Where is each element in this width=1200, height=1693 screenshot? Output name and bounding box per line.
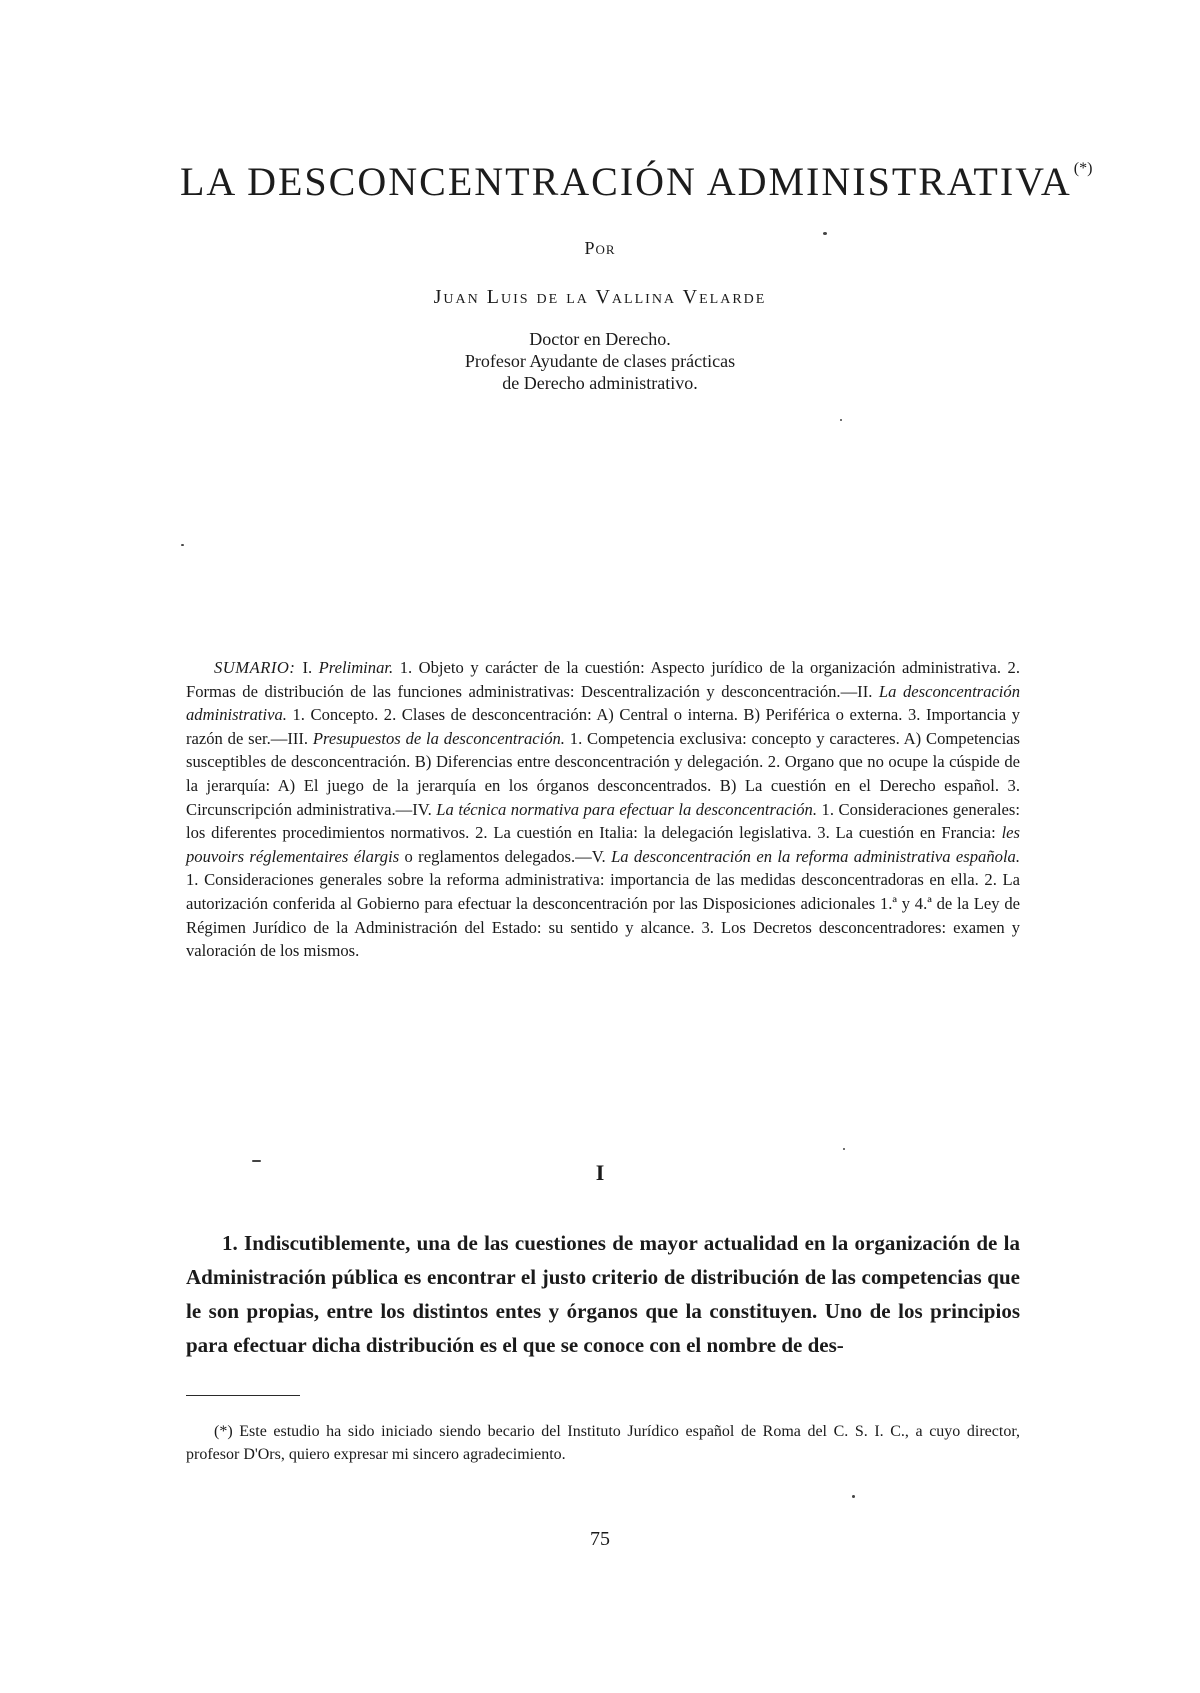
page-number: 75 (590, 1528, 610, 1550)
summary-segment: Preliminar. (318, 658, 394, 677)
summary-segment: Presupuestos de la desconcentración. (312, 728, 565, 748)
summary-segment: La técnica normativa para efectuar la desconcentración. (436, 799, 817, 819)
scan-speck (181, 544, 184, 546)
byline-por: Por (584, 238, 616, 258)
summary-segment: 1. Concepto. 2. Clases de desconcentración: A) Central o interna. B) Periférica o externa. 3. Importancia y razón de ser.—III. (186, 705, 1020, 748)
scan-speck (852, 1495, 855, 1498)
footnote-divider (186, 1395, 300, 1396)
summary-segment: les pouvoirs réglementaires élargis (186, 823, 1020, 866)
summary-segment: La desconcentración en la reforma administrativa española. (611, 846, 1020, 866)
summary-segment: I. (302, 658, 319, 677)
summary-segment: 1. Competencia exclusiva: concepto y caracteres. A) Competencias susceptibles de desconcentración. B) Diferencias entre desconcentración y delegación. 2. Organo que no ocupe la cúspide de la jerarquía: A) El juego de la jerarquía en los órganos desconcentrados. B) La cuestión en el Derecho español. 3. Circunscripción administrativa.—IV. (186, 728, 1021, 819)
article-title-text: LA DESCONCENTRACIÓN ADMINISTRATIVA (180, 159, 1072, 204)
affiliation-line: Profesor Ayudante de clases prácticas (464, 351, 736, 371)
section-heading: I (595, 1160, 605, 1185)
scan-speck (840, 419, 842, 421)
summary-segment: 1. Objeto y carácter de la cuestión: Aspecto jurídico de la organización administrativa. 2. Formas de distribución de las funciones administrativas: Descentralización y desconcentración.—II. (186, 658, 1021, 701)
author-name: Juan Luis de la Vallina Velarde (433, 286, 767, 308)
footnote: (*) Este estudio ha sido iniciado siendo becario del Instituto Jurídico español de Roma del C. S. I. C., a cuyo director, profesor D'Ors, quiero expresar mi sincero agradecimiento. (186, 1423, 1020, 1463)
article-title (180, 158, 1093, 205)
scan-speck (823, 232, 827, 235)
summary-segment: 1. Consideraciones generales sobre la reforma administrativa: importancia de las medidas desconcentradoras en ella. 2. La autorización conferida al Gobierno para efectuar la desconcentración por las Disposiciones adicionales 1.ª y 4.ª de la Ley de Régimen Jurídico de la Administración del Estado: su sentido y alcance. 3. Los Decretos desconcentradores: examen y valoración de los mismos. (186, 870, 1020, 961)
scan-speck (252, 1160, 261, 1162)
affiliation-line: Doctor en Derecho. (529, 329, 671, 349)
summary-paragraph (186, 656, 1020, 963)
scan-speck (843, 1148, 845, 1150)
summary-segment: La desconcentración administrativa. (186, 681, 1021, 725)
title-footnote-marker[interactable]: (*) (1073, 160, 1093, 177)
summary-segment: 1. Consideraciones generales: los diferentes procedimientos normativos. 2. La cuestión en Italia: la delegación legislativa. 3. La cuestión en Francia: (186, 799, 1020, 843)
summary-segment: SUMARIO: (214, 658, 303, 677)
affiliation-line: de Derecho administrativo. (502, 373, 698, 393)
body-paragraph: 1. Indiscutiblemente, una de las cuestiones de mayor actualidad en la organización de la Administración pública es encontrar el justo criterio de distribución de las competencias que le son propias, entre los distintos entes y órganos que la constituyen. Uno de los principios para efectuar dicha distribución es el que se conoce con el nombre de des- (186, 1231, 1020, 1357)
summary-segment: o reglamentos delegados.—V. (399, 846, 612, 866)
author-affiliation (0, 328, 1200, 394)
